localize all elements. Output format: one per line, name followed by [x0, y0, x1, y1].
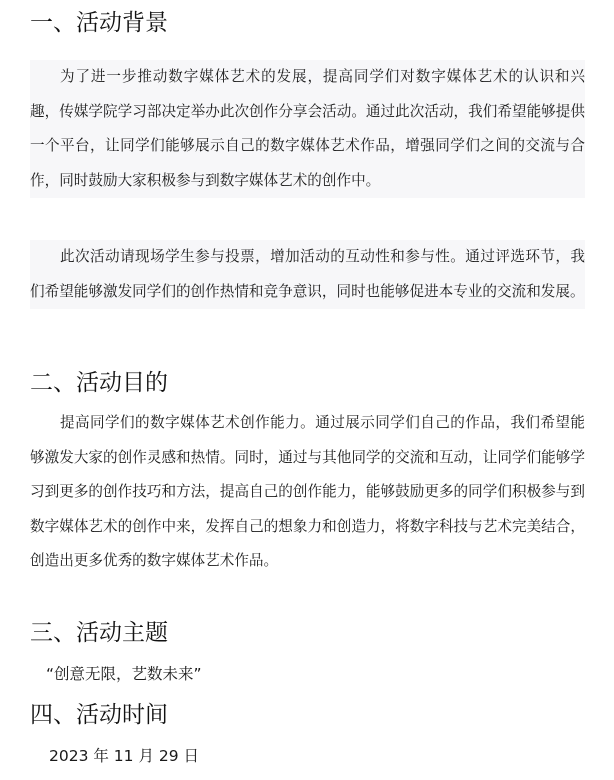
background-paragraph-1: 为了进一步推动数字媒体艺术的发展，提高同学们对数字媒体艺术的认识和兴趣，传媒学院学习部决定举办此次创作分享会活动。通过此次活动，我们希望能够提供一个平台，让同学们能够展示自己的数字媒体艺术作品，增强同学们之间的交流与合作，同时鼓励大家积极参与到数字媒体艺术的创作中。	[30, 60, 585, 198]
time-text: 2023 年 11 月 29 日	[49, 747, 200, 765]
section-heading-theme: 三、活动主题	[30, 620, 168, 646]
theme-text: “创意无限，艺数未来”	[46, 665, 202, 683]
purpose-paragraph: 提高同学们的数字媒体艺术创作能力。通过展示同学们自己的作品，我们希望能够激发大家的创作灵感和热情。同时，通过与其他同学的交流和互动，让同学们能够学习到更多的创作技巧和方法，提高自己的创作能力，能够鼓励更多的同学们积极参与到数字媒体艺术的创作中来，发挥自己的想象力和创造力，将数字科技与艺术完美结合，创造出更多优秀的数字媒体艺术作品。	[30, 414, 585, 569]
section-heading-background: 一、活动背景	[30, 10, 168, 36]
section-heading-time: 四、活动时间	[30, 702, 168, 728]
background-paragraph-2: 此次活动请现场学生参与投票，增加活动的互动性和参与性。通过评选环节，我们希望能够激发同学们的创作热情和竞争意识，同时也能够促进本专业的交流和发展。	[30, 240, 585, 309]
section-heading-purpose: 二、活动目的	[30, 370, 168, 396]
